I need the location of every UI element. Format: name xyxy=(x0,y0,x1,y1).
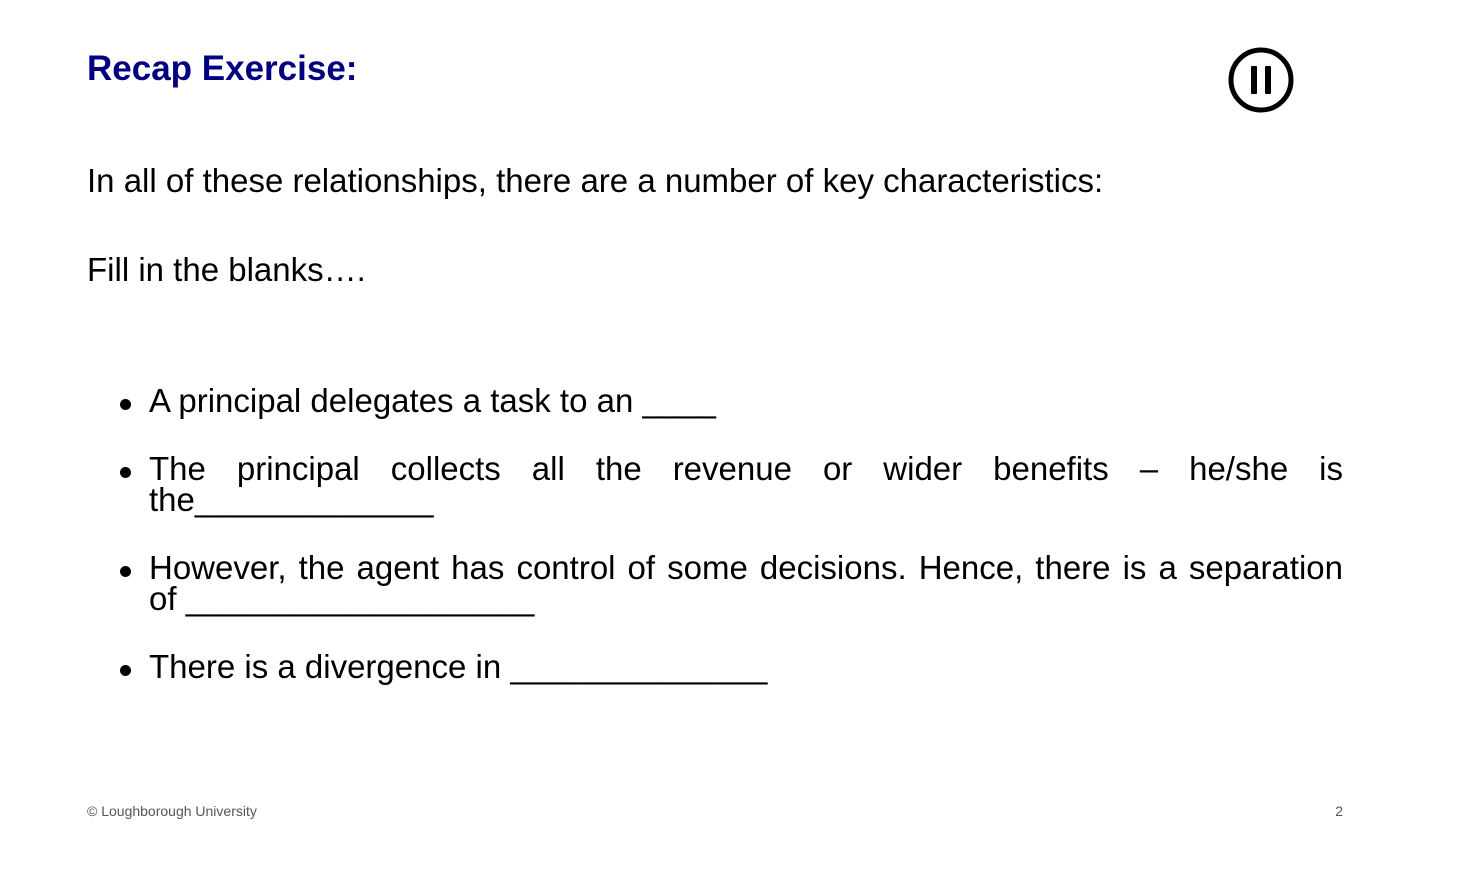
page-number: 2 xyxy=(1335,803,1343,819)
bullet-item: However, the agent has control of some decisions. Hence, there is a separation of ___________________ xyxy=(149,549,1343,617)
bullet-list xyxy=(149,382,1343,719)
slide-title: Recap Exercise: xyxy=(87,49,358,88)
pause-icon-graphic xyxy=(1228,47,1294,113)
pause-icon[interactable] xyxy=(1228,47,1294,113)
bullet-item: There is a divergence in ______________ xyxy=(149,651,1343,682)
intro-text: In all of these relationships, there are a number of key characteristics: xyxy=(87,162,1104,199)
instruction-text: Fill in the blanks…. xyxy=(87,251,366,288)
copyright-footer: © Loughborough University xyxy=(87,803,257,819)
bullet-item: A principal delegates a task to an ____ xyxy=(149,385,1343,416)
bullet-item: The principal collects all the revenue or wider benefits – he/she is the_____________ xyxy=(149,450,1343,518)
